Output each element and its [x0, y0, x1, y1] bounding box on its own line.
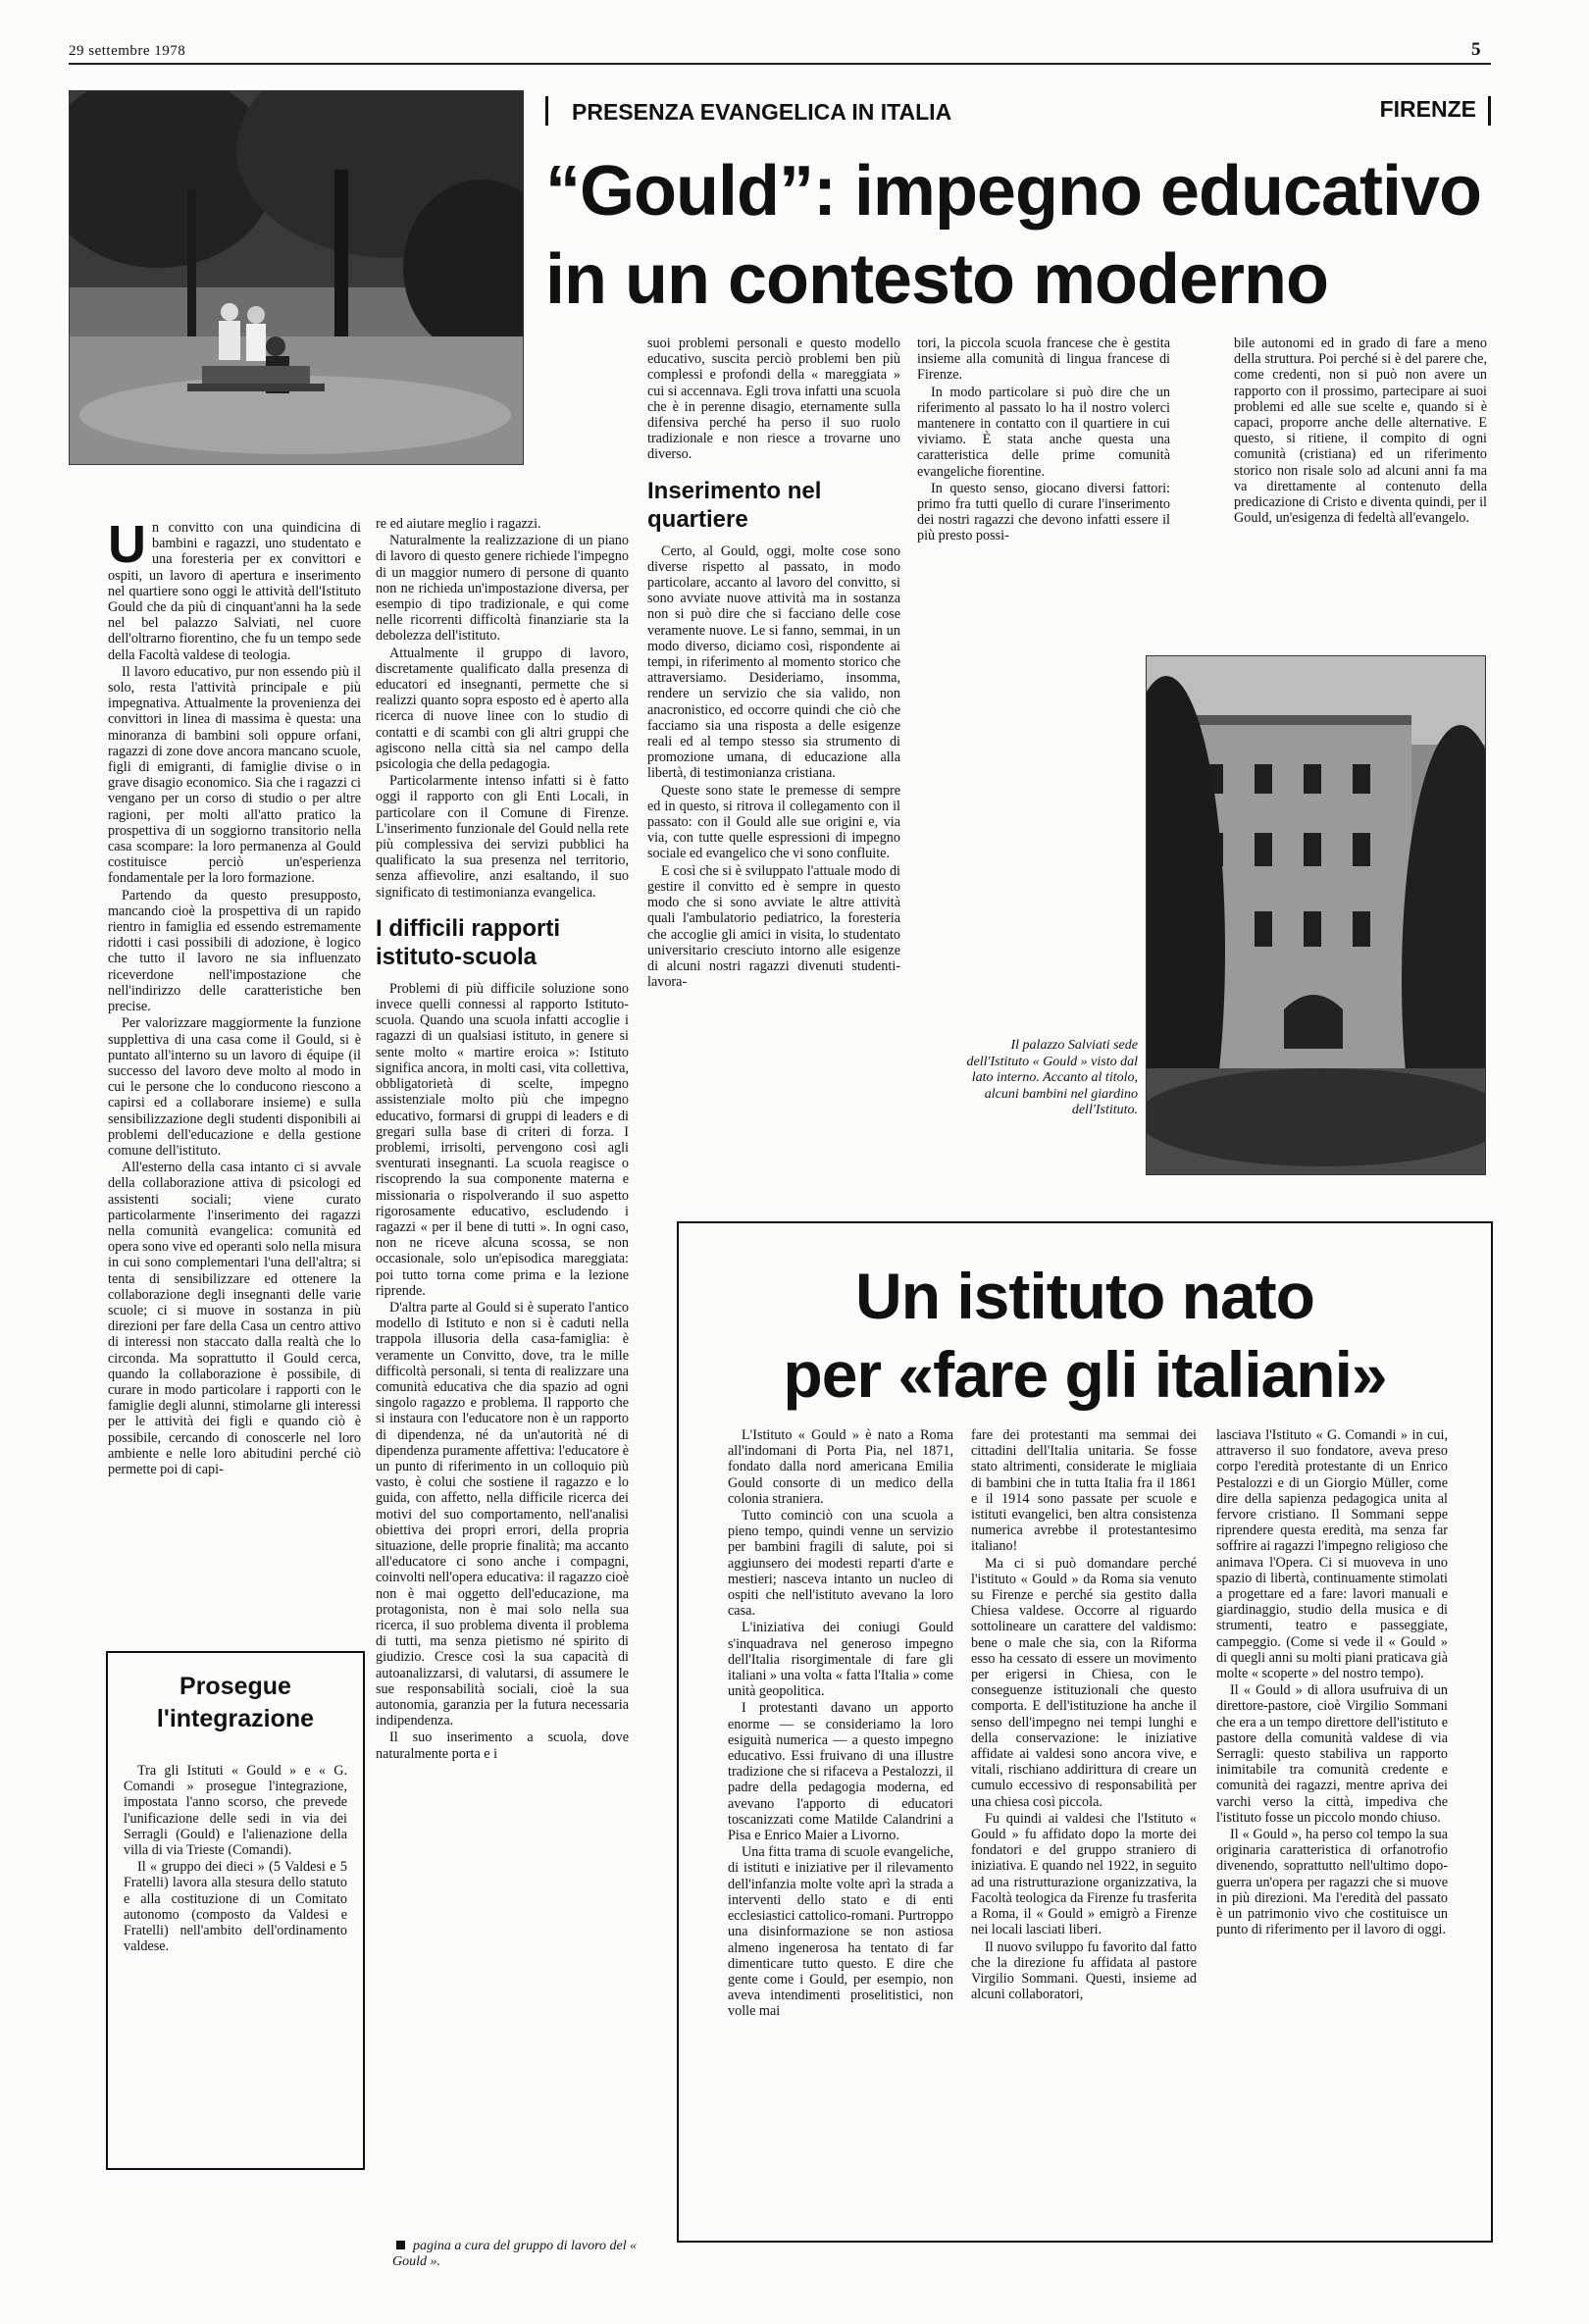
paragraph: Il « Gould », ha perso col tempo la sua originaria caratteristica di orfanotrofio divenendo, soprattutto nell'ultimo dopo-guerra un'opera per ragazzi che si muove in più direzioni. Ma l'eredità del passato è un patrimonio vivo che costituisce un punto di riferimento per il lavoro di oggi.	[1216, 1827, 1448, 1938]
sidebar-title	[108, 1671, 363, 1735]
boxed-headline-line-2: per «fare gli italiani»	[783, 1338, 1387, 1411]
boxed-column-2	[971, 1427, 1197, 2232]
masthead-date: 29 settembre 1978	[69, 43, 186, 59]
article-column-2	[376, 516, 629, 2233]
photo-palazzo-salviati	[1146, 655, 1486, 1175]
boxed-headline	[679, 1257, 1491, 1414]
subheading-quartiere: Inserimento nel quartiere	[647, 477, 822, 533]
paragraph: E così che si è sviluppato l'attuale modo di gestire il convitto ed è sempre in questo modo che si sono avviate le altre attività quali l'ambulatorio pediatrico, la foresteria che accoglie gli amici in visita, lo studentato universitario cresciuto intorno alle esigenze di alcuni nostri ragazzi divenuti studenti-lavora-	[647, 862, 900, 991]
photo-palazzo-image	[1147, 656, 1485, 1174]
paragraph: lasciava l'Istituto « G. Comandi » in cui, attraverso il suo fondatore, aveva preso corpo l'eredità protestante di un Enrico Pestalozzi e di un Giorgio Müller, come dire della sapienza pedagogica unita al fervore cristiano. Il Sommani seppe riprendere questa eredità, ma senza far soffrire ai ragazzi l'impegno religioso che animava l'Opera. Ci si muoveva in uno spazio di libertà, continuamente stimolati a progettare ed a fare: lavori manuali e giardinaggio, studio della musica e di strumenti, teatro e passeggiate, campeggio. (Come si vede il « Gould » di quegli anni su molti piani praticava già molte « scoperte » del nostro tempo).	[1216, 1427, 1448, 1682]
paragraph: Il lavoro educativo, pur non essendo più il solo, resta l'attività principale e più impegnativa. Attualmente la provenienza dei convittori in linea di massima è questa: una minoranza di bambini soli oppure orfani, ragazzi di zone dove ancora mancano scuole, figli di emigranti, di famiglie divise o in grave disagio economico. Sia che i ragazzi ci vengano per un corso di studio o per altre ragioni, per molti all'atto pratico la prospettiva di un soggiorno transitorio nella casa scompare: la loro permanenza al Gould costituisce perciò un'esperienza fondamentale per la loro formazione.	[108, 663, 361, 887]
dropcap: U	[108, 520, 146, 574]
paragraph: Attualmente il gruppo di lavoro, discretamente qualificato dalla presenza di educatori ed insegnanti, permette che si realizzi quanto sopra esposto ed è aperto alla ricerca di nuove linee con lo studio di contatti e di scambi con gli altri gruppi che agiscono nella città sia nel campo della psicologia che della pedagogia.	[376, 645, 629, 773]
paragraph: suoi problemi personali e questo modello educativo, suscita perciò problemi ben più complessi e profondi della « mareggiata » cui si accennava. Egli trova infatti una scuola che è in perenne disagio, eternamente sulla difensiva perché ha perso il suo ruolo tradizionale e non riesce a trovarne uno diverso.	[647, 336, 900, 463]
article-column-5	[1234, 336, 1487, 630]
boxed-column-1	[728, 1427, 953, 2232]
paragraph: Una fitta trama di scuole evangeliche, di istituti e iniziative per il rilevamento dell'infanzia molte volte aprì la strada a interventi dello stato e di enti ecclesiastici cattolico-romani. Purtroppo una disinformazione se non astiosa almeno ingenerosa ha tentato di far dimenticare tutto questo. E dire che gente come i Gould, per esempio, non aveva intendimenti proselitistici, non volle mai	[728, 1844, 953, 2020]
paragraph: Ma ci si può domandare perché l'istituto « Gould » da Roma sia venuto su Firenze e perché sia gestito dalla Chiesa valdese. Occorre al riguardo sottolineare un carattere del valdismo: bene o male che sia, con la Riforma esso ha cessato di essere un movimento per erigersi in Chiesa, con le conseguenze istituzionali che questo comporta. E dell'istituzione ha anche il senso dell'impegno nei tempi lunghi e della conservazione: le iniziative affidate ai valdesi sono ancora vive, e vitali, rischiano addirittura di creare un cumulo eccessivo di responsabilità per una chiesa così piccola.	[971, 1555, 1197, 1810]
paragraph: tori, la piccola scuola francese che è gestita insieme alla comunità di lingua francese di Firenze.	[917, 336, 1170, 384]
footnote-square-icon	[396, 2241, 405, 2249]
footnote-text: pagina a cura del gruppo di lavoro del « Gould ».	[392, 2239, 638, 2269]
paragraph: L'Istituto « Gould » è nato a Roma all'indomani di Porta Pia, nel 1871, fondato dalla nord americana Emilia Gould consorte di un medico della colonia straniera.	[728, 1427, 953, 1507]
paragraph: Il « gruppo dei dieci » (5 Valdesi e 5 Fratelli) lavora alla stesura dello statuto e alla costituzione di un Comitato autonomo (composto da Valdesi e Fratelli) nell'ambito dell'ordinamento valdese.	[124, 1859, 347, 1955]
article-column-4	[917, 336, 1170, 630]
paragraph: Queste sono state le premesse di sempre ed in questo, si ritrova il collegamento con il passato: con il Gould alle sue origini e, via via, con tutte quelle espressioni di impegno sociale ed evangelico che vi sono confluite.	[647, 782, 900, 862]
boxed-headline-line-1: Un istituto nato	[855, 1260, 1314, 1332]
paragraph: bile autonomi ed in grado di fare a meno della struttura. Poi perché si è del parere che, come credenti, non si può non avere un rapporto con il prossimo, partecipare ai suoi problemi ed alle sue scelte e, quando si è capaci, proporre anche delle alternative. E questo, si ritiene, il compito di ogni comunità (cristiana) ed un riferimento storico non risale solo ad alcuni anni fa ma va direttamente al contenuto della predicazione di Cristo e diventa quindi, per il Gould, un'esigenza di fedeltà all'evangelo.	[1234, 336, 1487, 527]
paragraph: In modo particolare si può dire che un riferimento al passato lo ha il nostro volerci mantenere in contatto con il quartiere in cui viviamo. È stata anche questa una caratteristica delle prime comunità evangeliche fiorentine.	[917, 384, 1170, 480]
page-number: 5	[1471, 39, 1481, 60]
paragraph: n convitto con una quindicina di bambini e ragazzi, uno studentato e una foresteria per ex convittori e ospiti, un lavoro di apertura e inserimento nel quartiere sono oggi le attività dell'Istituto Gould che da più di cinquant'anni ha la sede nel bel palazzo Salviati, nel cuore dell'oltrarno fiorentino, che fu un tempo sede della Facoltà valdese di teologia.	[108, 520, 361, 663]
paragraph: Il suo inserimento a scuola, dove naturalmente porta e i	[376, 1730, 629, 1762]
rubric-left: PRESENZA EVANGELICA IN ITALIA	[572, 99, 952, 125]
headline-line-2: in un contesto moderno	[545, 240, 1328, 319]
paragraph: Per valorizzare maggiormente la funzione supplettiva di una casa come il Gould, si è puntato all'interno su un lavoro di équipe (il successo del lavoro deve molto al modo in cui le persone che lo conducono riescono a capirsi ed a collaborare insieme) e sulla sensibilizzazione degli studenti disponibili ai problemi dell'educazione e della gestione comune dell'istituto.	[108, 1015, 361, 1159]
boxed-column-3	[1216, 1427, 1448, 2232]
paragraph: I protestanti davano un apporto enorme — se consideriamo la loro esiguità numerica — a questo impegno educativo. Essi fruivano di una illustre tradizione che si rifaceva a Pestalozzi, il padre della pedagogia moderna, ed avevano l'apporto di educatori toscanizzati come Matilde Calandrini a Pisa e Enrico Maier a Livorno.	[728, 1700, 953, 1844]
paragraph: L'iniziativa dei coniugi Gould s'inquadrava nel generoso impegno dell'Italia risorgimentale di fare gli italiani » una volta « fatta l'Italia » come unità geopolitica.	[728, 1620, 953, 1700]
sidebar-title-line-2: l'integrazione	[156, 1705, 315, 1732]
paragraph: Certo, al Gould, oggi, molte cose sono diverse rispetto al passato, in modo particolare, accanto al lavoro del convitto, si sono avviate nuove attività ma in sostanza non si può dire che si facciano delle cose veramente nuove. Le si fanno, semmai, in un modo diverso, diciamo così, rispondente ai tempi, in riferimento al momento storico che attraversiamo. Desideriamo, insomma, rendere un servizio che sia valido, non anacronistico, ed occorre quindi che ciò che facciamo sia una risposta a delle esigenze reali ed al tempo stesso sia strumento di promozione umana, di educazione alla libertà, di testimonianza cristiana.	[647, 542, 900, 782]
paragraph: Il « Gould » di allora usufruiva di un direttore-pastore, cioè Virgilio Sommani che era a un tempo direttore dell'istituto e pastore della comunità valdese di via Serragli: questo stabiliva un rapporto inimitabile tra comunità credente e comunità dei ragazzi, mentre apriva dei varchi verso la città, impediva che l'istituto fosse un piccolo mondo chiuso.	[1216, 1682, 1448, 1826]
sidebar-box	[106, 1651, 365, 2170]
rubric-right: FIRENZE	[1379, 96, 1476, 122]
section-rubric	[545, 96, 1491, 126]
footnote	[392, 2239, 662, 2270]
subheading-scuola: I difficili rapporti istituto-scuola	[376, 914, 561, 970]
paragraph: Naturalmente la realizzazione di un piano di lavoro di questo genere richiede l'impegno di un maggior numero di persone di quanto non ne richieda un'impostazione diversa, per esempio di tipo tradizionale, e qui come nelle ricorrenti difficoltà finanziarie sta la debolezza dell'istituto.	[376, 533, 629, 645]
sidebar-title-line-1: Prosegue	[179, 1673, 291, 1700]
paragraph: Problemi di più difficile soluzione sono invece quelli connessi al rapporto Istituto-scuola. Quando una scuola infatti accoglie i ragazzi di un qualsiasi istituto, in genere si sente molto « martire eroica »: Istituto significa ancora, in molti casi, vita collettiva, obbligatorietà di scelte, impegno assistenziale molto più che impegno educativo, formarsi di gruppi di leaders e di gregari sulla base di criteri di forza. I problemi, irrisolti, pervengono così agli sventurati insegnanti. La scuola reagisce o riscoprendo la sua componente materna e missionaria o rispolverando il suo aspetto rigorosamente educativo, escludendo i ragazzi « per il bene di tutti ». In ogni caso, non ne riceve alcuna scossa, se non occasionale, solo un'episodica mareggiata: poi tutto torna come prima e la lezione riprende.	[376, 980, 629, 1299]
paragraph: Il nuovo sviluppo fu favorito dal fatto che la direzione fu affidata al pastore Virgilio Sommani. Questi, insieme ad alcuni collaboratori,	[971, 1938, 1197, 2003]
paragraph: D'altra parte al Gould si è superato l'antico modello di Istituto e non si è caduti nella trappola illusoria della casa-famiglia: è veramente un Convitto, dove, tra le mille difficoltà personali, si tenta di realizzare una comunità educativa che dia spazio ad ogni singolo ragazzo e problema. Il rapporto che si instaura con l'educatore non è un rapporto di dipendenza, né da un'autorità né di dipendenza puramente affettiva: l'educatore è un punto di riferimento in un colloquio più vasto, è colui che sostiene il ragazzo e lo guida, con affetto, nella difficile ricerca dei motivi del suo comportamento, nell'analisi obiettiva dei propri errori, della propria situazione, delle proprie finalità; ma accanto all'educatore ci sono anche i compagni, coinvolti nell'opera educativa: il ragazzo cioè non è mai oggetto dell'educazione, ma protagonista, non è mai solo nella sua ricerca, il suo problema diventa il problema di tutti, ma senza pietismo né spirito di giudizio. Cresce così la sua capacità di autoanalizzarsi, di valutarsi, di assumere le sue responsabilità sociali, cioè la sua autonomia, garanzia per la futura necessaria indipendenza.	[376, 1299, 629, 1730]
paragraph: In questo senso, giocano diversi fattori: primo fra tutti quello di curare l'inserimento dei nostri ragazzi che devono infatti essere il più presto possi-	[917, 480, 1170, 544]
article-column-3	[647, 336, 900, 1199]
paragraph: Partendo da questo presupposto, mancando cioè la prospettiva di un rapido rientro in famiglia ed essendo estremamente ridotti i casi possibili di adozione, è logico che tutto il lavoro ne sia influenzato riceverdone nell'impostazione che nell'indirizzo delle caratteristiche ben precise.	[108, 887, 361, 1015]
paragraph: fare dei protestanti ma semmai dei cittadini dell'Italia unitaria. Se fosse stato altrimenti, considerate le migliaia di bambini che in tutta Italia fra il 1861 e il 1914 sono passate per scuole e istituti evangelici, ben altra consistenza numerica avrebbe il protestantesimo italiano!	[971, 1427, 1197, 1555]
paragraph: All'esterno della casa intanto ci si avvale della collaborazione attiva di psicologi ed assistenti sociali; viene curato particolarmente l'inserimento dei ragazzi nella comunità evangelica: comunità ed opera sono vive ed operanti solo nella misura in cui sono complementari l'una dell'altra; si tenta di sensibilizzare ed ottenere la collaborazione degli insegnanti delle varie scuole; ci si muove in sostanza in più direzioni per fare della Casa un centro attivo di interessi non staccato dalla realtà che lo circonda. Ma soprattutto il Gould cerca, quando la collaborazione è possibile, di curare in modo particolare i rapporti con le famiglie degli alunni, stimolarne gli interessi per le attività dei figli e quando ciò è possibile, cercando di conoscerle nel loro ambiente e nelle loro abitudini perché ciò permette poi di capi-	[108, 1160, 361, 1477]
photo-children-garden	[69, 90, 524, 465]
paragraph: Fu quindi ai valdesi che l'Istituto « Gould » fu affidato dopo la morte dei fondatori e del gruppo straniero di iniziativa. E quando nel 1922, in seguito ad una ristrutturazione organizzativa, la Facoltà teologica da Firenze fu trasferita a Roma, il « Gould » emigrò a Firenze nei locali lasciati liberi.	[971, 1810, 1197, 1938]
article-column-1	[108, 520, 361, 1570]
masthead-rule	[69, 63, 1491, 65]
paragraph: Tutto cominciò con una scuola a pieno tempo, quindi venne un servizio per bambini fragili di salute, poi si aggiunsero dei modesti reparti d'arte e mestieri; nasceva intanto un nucleo di ospiti che nell'istituto avevano la loro casa.	[728, 1508, 953, 1620]
photo-caption: Il palazzo Salviati sede dell'Istituto « Gould » visto dal lato interno. Accanto al titolo, alcuni bambini nel giardino dell'Istituto.	[966, 1038, 1138, 1117]
paragraph: Particolarmente intenso infatti si è fatto oggi il rapporto con gli Enti Locali, in particolare con il Comune di Firenze. L'inserimento funzionale del Gould nella rete più complessiva dei servizi pubblici ha qualificato la sua presenza nel territorio, senza affievolire, anzi esaltando, il suo significato di testimonianza evangelica.	[376, 773, 629, 901]
sidebar-text	[124, 1763, 347, 2160]
boxed-article	[677, 1221, 1493, 2243]
main-headline	[545, 147, 1487, 324]
headline-line-1: “Gould”: impegno educativo	[545, 152, 1482, 231]
paragraph: Tra gli Istituti « Gould » e « G. Comandi » prosegue l'integrazione, impostata l'anno scorso, che prevede l'unificazione delle sedi in via dei Serragli (Gould) e l'alienazione della villa di via Trieste (Comandi).	[124, 1763, 347, 1859]
paragraph: re ed aiutare meglio i ragazzi.	[376, 516, 541, 532]
photo-children-image	[70, 91, 523, 464]
